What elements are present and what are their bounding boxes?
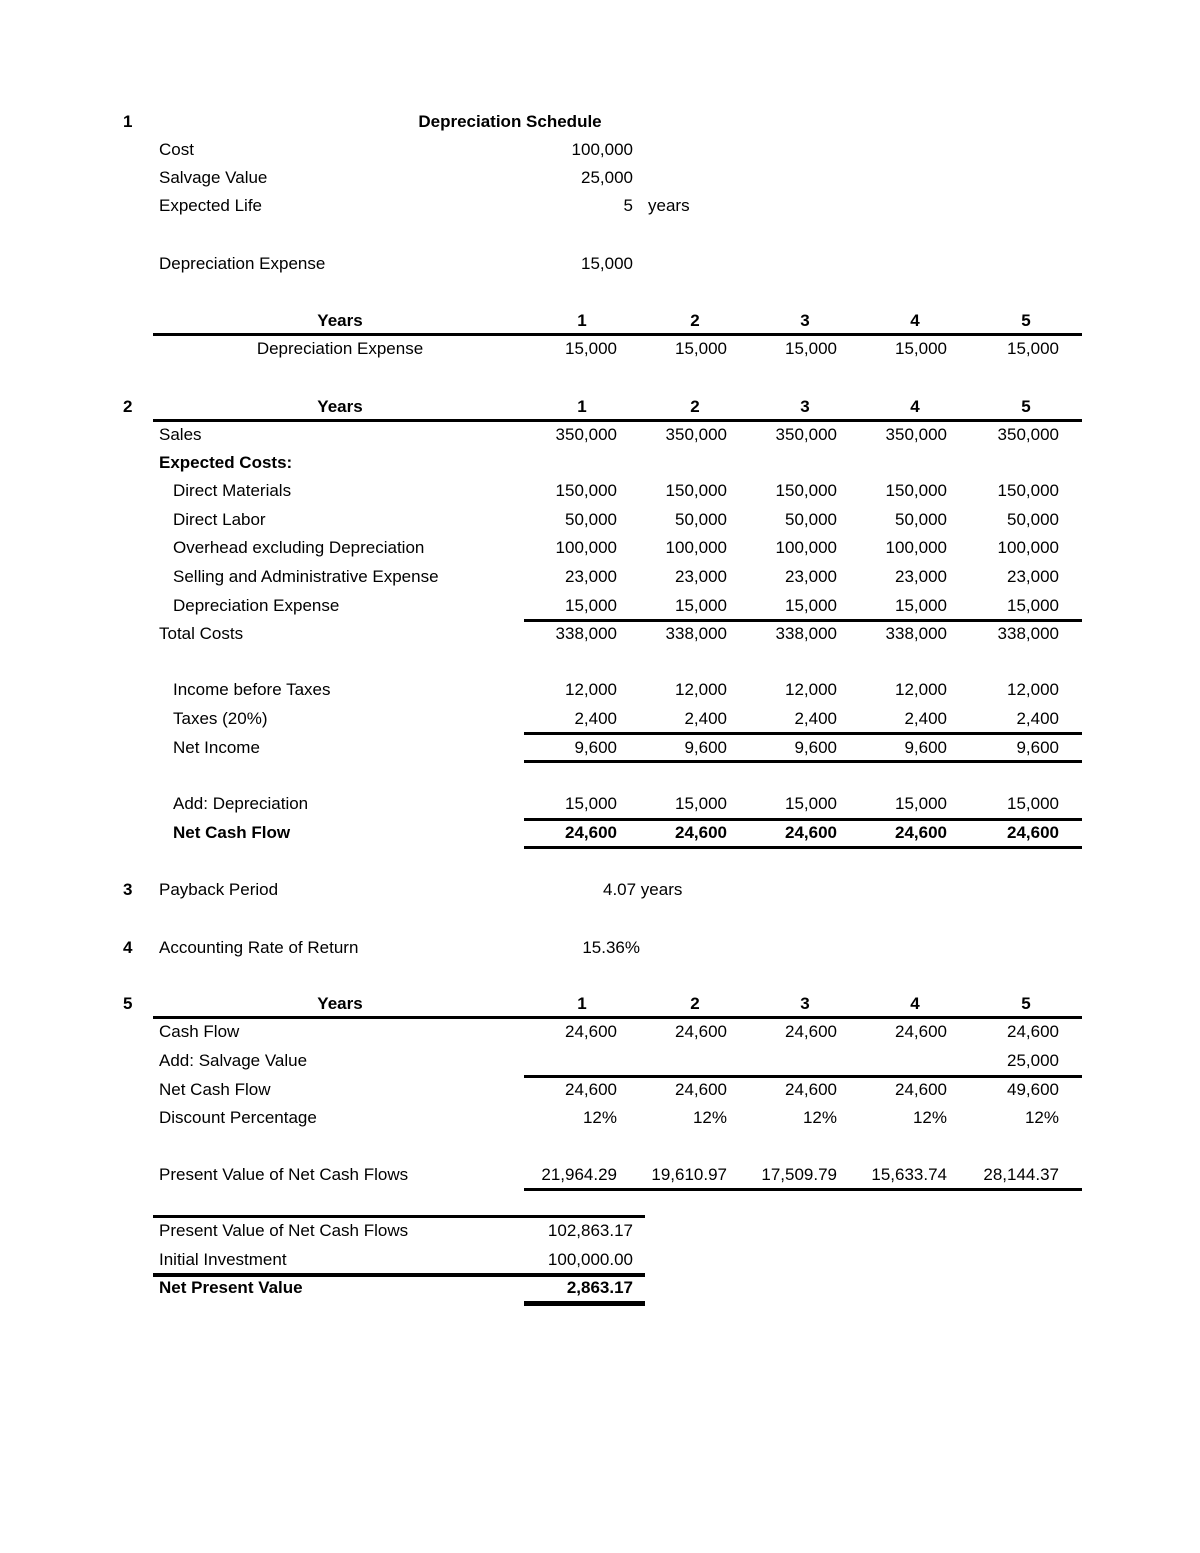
cell-value: 2,400	[1016, 709, 1059, 728]
summary-value: 100,000.00	[547, 1250, 633, 1269]
row-label: Accounting Rate of Return	[159, 938, 359, 957]
cell-value: 9,600	[684, 738, 727, 757]
row-label: Discount Percentage	[159, 1108, 317, 1127]
cell-value: 23,000	[1007, 567, 1059, 586]
year-header: 2	[690, 397, 700, 416]
row-label: Selling and Administrative Expense	[173, 567, 439, 586]
input-label: Expected Life	[159, 196, 263, 215]
row-label: Total Costs	[159, 624, 244, 643]
cell-value: 2,400	[904, 709, 947, 728]
cell-value: 9,600	[574, 738, 617, 757]
cell-value: 15,000	[1007, 339, 1059, 358]
input-value: 100,000	[571, 140, 633, 159]
row-label: Cash Flow	[159, 1022, 240, 1041]
row-label: Expected Costs:	[159, 453, 293, 472]
input-value: 5	[623, 196, 633, 215]
cell-value: 150,000	[665, 481, 727, 500]
row-label: Direct Materials	[173, 481, 292, 500]
year-header: 3	[800, 397, 810, 416]
cell-value: 2,400	[794, 709, 837, 728]
header-rule	[153, 1016, 1082, 1019]
cell-value: 350,000	[775, 425, 837, 444]
summary-label: Net Present Value	[159, 1278, 303, 1297]
cell-value: 23,000	[895, 567, 947, 586]
years-header: Years	[317, 994, 363, 1013]
cell-value: 15,633.74	[871, 1165, 947, 1184]
cell-value: 100,000	[997, 538, 1059, 557]
cell-value: 12,000	[675, 680, 727, 699]
row-label: Overhead excluding Depreciation	[173, 538, 425, 557]
section-title: Depreciation Schedule	[418, 112, 602, 131]
cell-value: 15,000	[895, 339, 947, 358]
input-label: Depreciation Expense	[159, 254, 326, 273]
cell-value: 24,600	[1007, 823, 1059, 842]
cell-value: 21,964.29	[541, 1165, 617, 1184]
cell-value: 15,000	[1007, 794, 1059, 813]
cell-value: 9,600	[1016, 738, 1059, 757]
cell-value: 15,000	[675, 794, 727, 813]
cell-value: 24,600	[785, 1080, 837, 1099]
year-header: 1	[577, 994, 587, 1013]
arr-value: 15.36%	[582, 938, 640, 957]
year-header: 4	[910, 311, 920, 330]
year-header: 2	[690, 994, 700, 1013]
row-label: Depreciation Expense	[173, 596, 340, 615]
cell-value: 150,000	[555, 481, 617, 500]
cell-value: 15,000	[1007, 596, 1059, 615]
cell-value: 12,000	[785, 680, 837, 699]
input-label: Salvage Value	[159, 168, 268, 187]
cell-value: 338,000	[997, 624, 1059, 643]
cell-value: 24,600	[895, 823, 947, 842]
cell-value: 50,000	[675, 510, 727, 529]
cell-value: 9,600	[794, 738, 837, 757]
years-header: Years	[317, 311, 363, 330]
cell-value: 50,000	[895, 510, 947, 529]
summary-top-rule	[153, 1215, 645, 1218]
total-rule	[524, 846, 1082, 849]
cell-value: 24,600	[675, 1080, 727, 1099]
cell-value: 338,000	[775, 624, 837, 643]
year-header: 4	[910, 397, 920, 416]
cell-value: 25,000	[1007, 1051, 1059, 1070]
cell-value: 24,600	[565, 1080, 617, 1099]
cell-value: 24,600	[675, 1022, 727, 1041]
cell-value: 12%	[802, 1108, 837, 1127]
cell-value: 150,000	[775, 481, 837, 500]
cell-value: 15,000	[565, 596, 617, 615]
header-rule	[153, 419, 1082, 422]
cell-value: 24,600	[785, 1022, 837, 1041]
cell-value: 100,000	[775, 538, 837, 557]
cell-value: 24,600	[895, 1022, 947, 1041]
cell-value: 23,000	[675, 567, 727, 586]
row-label: Add: Salvage Value	[159, 1051, 308, 1070]
cell-value: 12%	[582, 1108, 617, 1127]
cell-value: 24,600	[895, 1080, 947, 1099]
cell-value: 9,600	[904, 738, 947, 757]
summary-value: 102,863.17	[547, 1221, 633, 1240]
cell-value: 15,000	[785, 339, 837, 358]
row-label: Net Income	[173, 738, 260, 757]
cell-value: 15,000	[895, 794, 947, 813]
cell-value: 150,000	[997, 481, 1059, 500]
year-header: 3	[800, 311, 810, 330]
cell-value: 24,600	[565, 823, 617, 842]
year-header: 1	[577, 311, 587, 330]
cell-value: 12%	[912, 1108, 947, 1127]
summary-value: 2,863.17	[566, 1278, 633, 1297]
row-label: Sales	[159, 425, 202, 444]
row-label: Present Value of Net Cash Flows	[159, 1165, 409, 1184]
input-label: Cost	[159, 140, 194, 159]
row-label: Direct Labor	[173, 510, 266, 529]
summary-label: Initial Investment	[159, 1250, 287, 1269]
double-total-rule	[524, 1301, 645, 1306]
cell-value: 24,600	[675, 823, 727, 842]
cell-value: 49,600	[1007, 1080, 1059, 1099]
total-rule	[524, 760, 1082, 763]
row-label: Income before Taxes	[173, 680, 331, 699]
cell-value: 338,000	[665, 624, 727, 643]
cell-value: 350,000	[885, 425, 947, 444]
year-header: 1	[577, 397, 587, 416]
payback-value: 4.07 years	[603, 880, 683, 899]
cell-value: 15,000	[675, 596, 727, 615]
cell-value: 23,000	[565, 567, 617, 586]
cell-value: 15,000	[565, 794, 617, 813]
cell-value: 23,000	[785, 567, 837, 586]
cell-value: 15,000	[675, 339, 727, 358]
subtotal-rule	[524, 619, 1082, 622]
total-rule	[524, 1188, 1082, 1191]
cell-value: 50,000	[785, 510, 837, 529]
subtotal-rule	[524, 818, 1082, 821]
year-header: 5	[1021, 994, 1031, 1013]
section-number: 2	[123, 397, 133, 416]
cell-value: 12%	[692, 1108, 727, 1127]
year-header: 4	[910, 994, 920, 1013]
section-number: 4	[123, 938, 133, 957]
summary-label: Present Value of Net Cash Flows	[159, 1221, 409, 1240]
cell-value: 350,000	[665, 425, 727, 444]
row-label: Net Cash Flow	[159, 1080, 271, 1099]
year-header: 2	[690, 311, 700, 330]
cell-value: 50,000	[1007, 510, 1059, 529]
cell-value: 338,000	[885, 624, 947, 643]
cell-value: 12,000	[895, 680, 947, 699]
row-label: Depreciation Expense	[256, 339, 424, 358]
cell-value: 100,000	[555, 538, 617, 557]
cell-value: 50,000	[565, 510, 617, 529]
cell-value: 15,000	[895, 596, 947, 615]
cell-value: 338,000	[555, 624, 617, 643]
input-value: 15,000	[581, 254, 633, 273]
cell-value: 12,000	[565, 680, 617, 699]
section-number: 3	[123, 880, 133, 899]
years-header: Years	[317, 397, 363, 416]
cell-value: 24,600	[565, 1022, 617, 1041]
cell-value: 15,000	[785, 596, 837, 615]
cell-value: 15,000	[565, 339, 617, 358]
year-header: 5	[1021, 311, 1031, 330]
cell-value: 350,000	[997, 425, 1059, 444]
cell-value: 2,400	[574, 709, 617, 728]
input-unit: years	[648, 196, 690, 215]
cell-value: 350,000	[555, 425, 617, 444]
cell-value: 28,144.37	[983, 1165, 1059, 1184]
cell-value: 100,000	[885, 538, 947, 557]
cell-value: 17,509.79	[761, 1165, 837, 1184]
cell-value: 150,000	[885, 481, 947, 500]
subtotal-rule	[524, 732, 1082, 735]
row-label: Net Cash Flow	[173, 823, 291, 842]
cell-value: 2,400	[684, 709, 727, 728]
cell-value: 12%	[1024, 1108, 1059, 1127]
cell-value: 19,610.97	[651, 1165, 727, 1184]
year-header: 3	[800, 994, 810, 1013]
cell-value: 24,600	[1007, 1022, 1059, 1041]
section-number: 5	[123, 994, 133, 1013]
cell-value: 15,000	[785, 794, 837, 813]
subtotal-rule	[524, 1075, 1082, 1078]
cell-value: 100,000	[665, 538, 727, 557]
row-label: Payback Period	[159, 880, 279, 899]
row-label: Add: Depreciation	[173, 794, 309, 813]
section-number: 1	[123, 112, 133, 131]
summary-rule	[153, 1273, 645, 1277]
cell-value: 12,000	[1007, 680, 1059, 699]
year-header: 5	[1021, 397, 1031, 416]
row-label: Taxes (20%)	[173, 709, 268, 728]
header-rule	[153, 333, 1082, 336]
input-value: 25,000	[581, 168, 633, 187]
cell-value: 24,600	[785, 823, 837, 842]
